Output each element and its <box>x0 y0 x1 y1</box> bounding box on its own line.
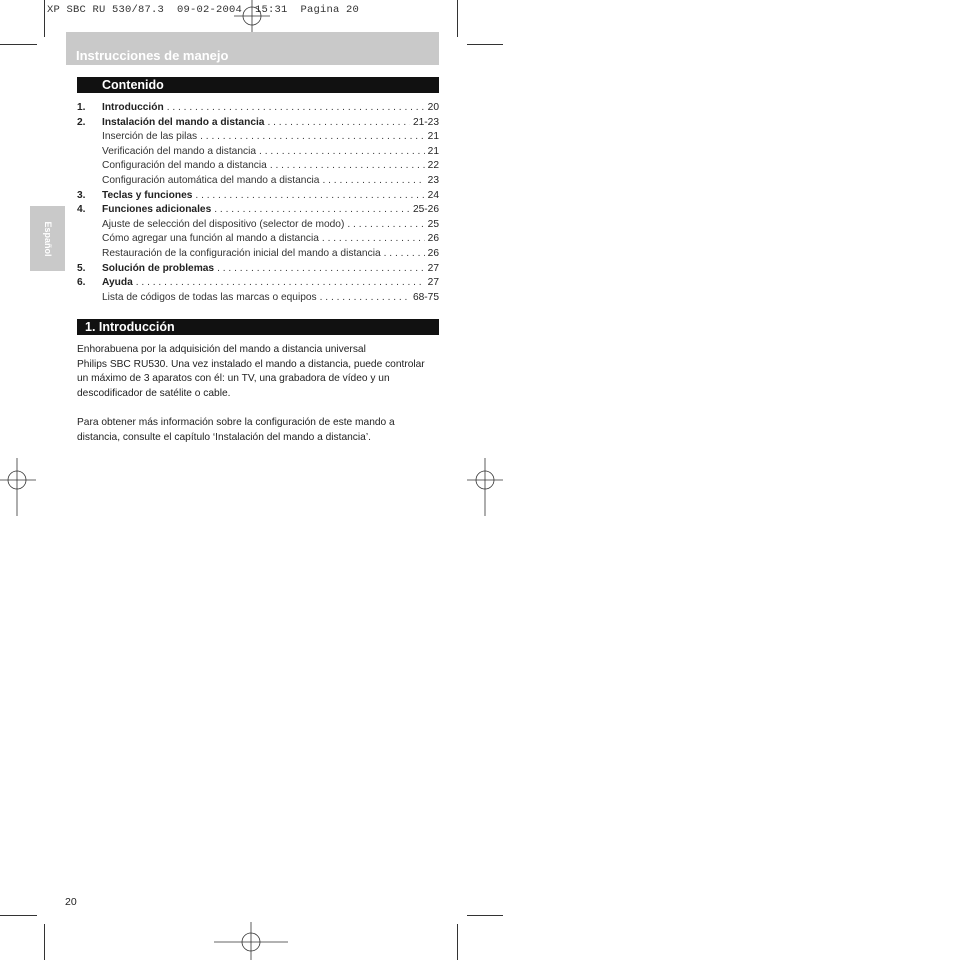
toc-entry-number: 5. <box>77 262 86 274</box>
toc-entry-label: Instalación del mando a distancia <box>102 116 265 128</box>
toc-entry <box>77 232 439 247</box>
toc-entry <box>77 203 439 218</box>
toc-leader-dots <box>136 276 425 291</box>
contents-heading-bar <box>77 77 439 93</box>
toc-entry <box>77 189 439 204</box>
text-line: descodificador de satélite o cable. <box>77 388 231 400</box>
header-bar <box>66 32 439 65</box>
toc-entry-page: 27 <box>427 262 439 274</box>
text-line: Enhorabuena por la adquisición del mando a distancia universal <box>77 344 366 355</box>
toc-entry-label: Restauración de la configuración inicial del mando a distancia <box>102 247 381 259</box>
text-line: Philips SBC RU530. Una vez instalado el mando a distancia, puede controlar <box>77 358 425 370</box>
text-line: un máximo de 3 aparatos con él: un TV, una grabadora de vídeo y un <box>77 373 390 385</box>
toc-leader-dots <box>322 174 424 189</box>
page-number: 20 <box>65 896 77 908</box>
toc-entry-page: 68-75 <box>412 291 439 303</box>
toc-entry-number: 4. <box>77 204 86 216</box>
registration-mark-right <box>467 458 503 516</box>
toc-leader-dots <box>195 189 424 204</box>
toc-entry <box>77 159 439 174</box>
toc-entry-label: Ayuda <box>102 277 133 289</box>
toc-entry-page: 24 <box>427 189 439 201</box>
toc-entry-label: Teclas y funciones <box>102 189 193 201</box>
toc-entry <box>77 130 439 145</box>
toc-entry-page: 21 <box>427 131 439 143</box>
toc-entry-page: 22 <box>427 160 439 172</box>
toc-entry-label: Introducción <box>102 102 164 113</box>
toc-leader-dots <box>200 130 425 145</box>
toc-entry <box>77 174 439 189</box>
toc-leader-dots <box>270 159 425 174</box>
toc-leader-dots <box>347 218 424 233</box>
toc-entry-label: Lista de códigos de todas las marcas o equipos <box>102 291 317 303</box>
registration-mark-bottom <box>214 922 288 960</box>
text-line: Para obtener más información sobre la configuración de este mando a <box>77 417 395 428</box>
print-slug: XP SBC RU 530/87.3 09-02-2004 15:31 Pagina 20 <box>47 4 360 16</box>
toc-leader-dots <box>217 262 425 277</box>
toc-entry-label: Inserción de las pilas <box>102 131 198 143</box>
registration-mark-top <box>232 0 272 36</box>
registration-mark-left <box>0 458 36 516</box>
toc-entry-number: 2. <box>77 116 86 128</box>
toc-entry-number: 6. <box>77 277 86 289</box>
toc-entry-page: 20 <box>427 102 439 113</box>
toc-entry-number: 3. <box>77 189 86 201</box>
table-of-contents <box>77 101 439 305</box>
toc-leader-dots <box>320 291 410 306</box>
toc-entry <box>77 145 439 160</box>
toc-entry <box>77 116 439 131</box>
header-title: Instrucciones de manejo <box>76 48 229 63</box>
toc-entry-page: 21-23 <box>412 116 439 128</box>
toc-leader-dots <box>167 101 425 116</box>
toc-entry-page: 25 <box>427 218 439 230</box>
toc-leader-dots <box>384 247 425 262</box>
text-line: distancia, consulte el capítulo ‘Instalación del mando a distancia’. <box>77 431 371 443</box>
toc-entry-page: 26 <box>427 233 439 245</box>
toc-entry-number: 1. <box>77 102 86 113</box>
toc-entry <box>77 247 439 262</box>
toc-leader-dots <box>214 203 410 218</box>
toc-entry <box>77 101 439 116</box>
toc-entry-page: 27 <box>427 277 439 289</box>
language-side-tab <box>30 206 65 271</box>
toc-entry-label: Configuración automática del mando a distancia <box>102 174 320 186</box>
toc-entry <box>77 262 439 277</box>
toc-entry-label: Configuración del mando a distancia <box>102 160 267 172</box>
toc-entry-page: 21 <box>427 145 439 157</box>
intro-paragraph-2 <box>77 416 439 445</box>
toc-entry <box>77 291 439 306</box>
toc-leader-dots <box>267 116 409 131</box>
toc-entry-label: Cómo agregar una función al mando a distancia <box>102 233 319 245</box>
toc-entry-label: Ajuste de selección del dispositivo (selector de modo) <box>102 218 345 230</box>
toc-entry-page: 26 <box>427 247 439 259</box>
intro-paragraph-1 <box>77 343 439 402</box>
toc-leader-dots <box>259 145 425 160</box>
toc-entry-page: 23 <box>427 174 439 186</box>
intro-heading: 1. Introducción <box>85 320 175 334</box>
toc-entry-label: Solución de problemas <box>102 262 215 274</box>
toc-entry <box>77 276 439 291</box>
toc-entry-label: Funciones adicionales <box>102 204 212 216</box>
intro-heading-bar <box>77 319 439 335</box>
toc-entry-page: 25-26 <box>412 204 439 216</box>
toc-entry <box>77 218 439 233</box>
toc-leader-dots <box>322 232 425 247</box>
contents-heading: Contenido <box>102 78 164 92</box>
language-label: Español <box>42 220 53 257</box>
toc-entry-label: Verificación del mando a distancia <box>102 145 257 157</box>
